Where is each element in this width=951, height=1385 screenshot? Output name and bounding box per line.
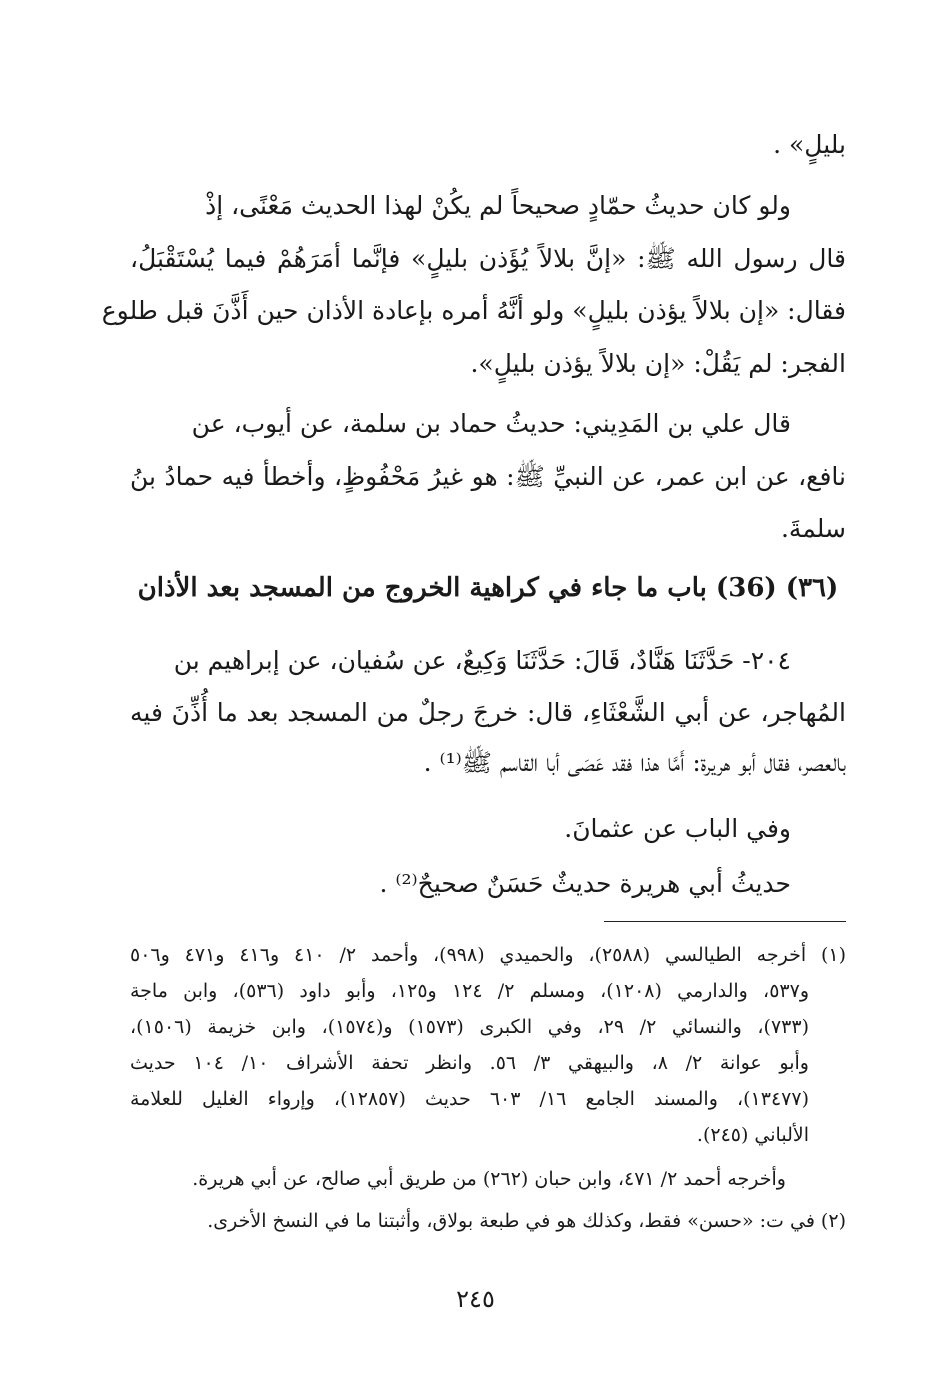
footnote-line: وأبو عوانة ٢/ ٨، والبيهقي ٣/ ٥٦. وانظر تحفة الأشراف ١٠/ ١٠٤ حديث [130, 1052, 809, 1074]
footnote-line: الألباني (٢٤٥). [696, 1124, 809, 1146]
hadith-line: المُهاجر، عن أبي الشَّعْثَاءِ، قال: خرجَ رجلٌ من المسجد بعد ما أُذِّنَ فيه [130, 698, 846, 727]
footnote-line: (١) أخرجه الطيالسي (٢٥٨٨)، والحميدي (٩٩٨)، وأحمد ٢/ ٤١٠ و٤١٦ و٤٧١ و٥٠٦ [130, 944, 847, 966]
footnote-separator [604, 921, 846, 922]
footnote-line: و٥٣٧، والدارمي (١٢٠٨)، ومسلم ٢/ ١٢٤ و١٢٥، وأبو داود (٥٣٦)، وابن ماجة [130, 980, 809, 1002]
body-line: الفجر: لم يَقُلْ: «إن بلالاً يؤذن بليلٍ». [470, 349, 846, 378]
body-line: ولو كان حديثُ حمّادٍ صحيحاً لم يكُنْ لهذا الحديث مَعْنًى، إذْ [205, 191, 791, 220]
body-line: حديثُ أبي هريرة حديثٌ حَسَنٌ صحيحٌ⁽²⁾ . [379, 869, 791, 898]
body-line: فقال: «إن بلالاً يؤذن بليلٍ» ولو أنَّهُ أمره بإعادة الأذان حين أَذَّنَ قبل طلوع [101, 296, 846, 325]
body-line: قال رسول الله ﷺ: «إنَّ بلالاً يُؤَذن بليلٍ» فإنَّما أمَرَهُمْ فيما يُسْتَقْبَلُ، [130, 244, 846, 273]
page-number: ٢٤٥ [456, 1285, 495, 1313]
footnote-line: (١٣٤٧٧)، والمسند الجامع ١٦/ ٦٠٣ حديث (١٢٨٥٧)، وإرواء الغليل للعلامة [130, 1088, 809, 1110]
body-line: وفي الباب عن عثمانَ. [564, 814, 791, 843]
hadith-line: ٢٠٤- حَدَّثَنَا هَنَّادٌ، قَالَ: حَدَّثَنَا وَكِيعٌ، عن سُفيان، عن إبراهيم بن [173, 646, 791, 675]
footnote-line: وأخرجه أحمد ٢/ ٤٧١، وابن حبان (٢٦٢) من طريق أبي صالح، عن أبي هريرة. [192, 1168, 786, 1190]
body-line: سلمةَ. [780, 514, 846, 543]
footnote-line: (٧٣٣)، والنسائي ٢/ ٢٩، وفي الكبرى (١٥٧٣) و(١٥٧٤)، وابن خزيمة (١٥٠٦)، [130, 1016, 809, 1038]
body-line: قال علي بن المَدِيني: حديثُ حماد بن سلمة، عن أيوب، عن [191, 409, 791, 438]
hadith-line: بالعصر، فقال أبو هريرة: أَمَّا هذا فقد عَصَى أبا القاسم ﷺ⁽¹⁾ . [423, 748, 846, 777]
chapter-heading: (٣٦) (36) باب ما جاء في كراهية الخروج من المسجد بعد الأذان [137, 573, 839, 603]
body-line: نافع، عن ابن عمر، عن النبيِّ ﷺ: هو غيرُ مَحْفُوظٍ، وأخطأ فيه حمادُ بنُ [130, 462, 846, 491]
footnote-line: (٢) في ت: «حسن» فقط، وكذلك هو في طبعة بولاق، وأثبتنا ما في النسخ الأخرى. [207, 1210, 846, 1232]
body-line: بليلٍ» . [773, 130, 846, 159]
